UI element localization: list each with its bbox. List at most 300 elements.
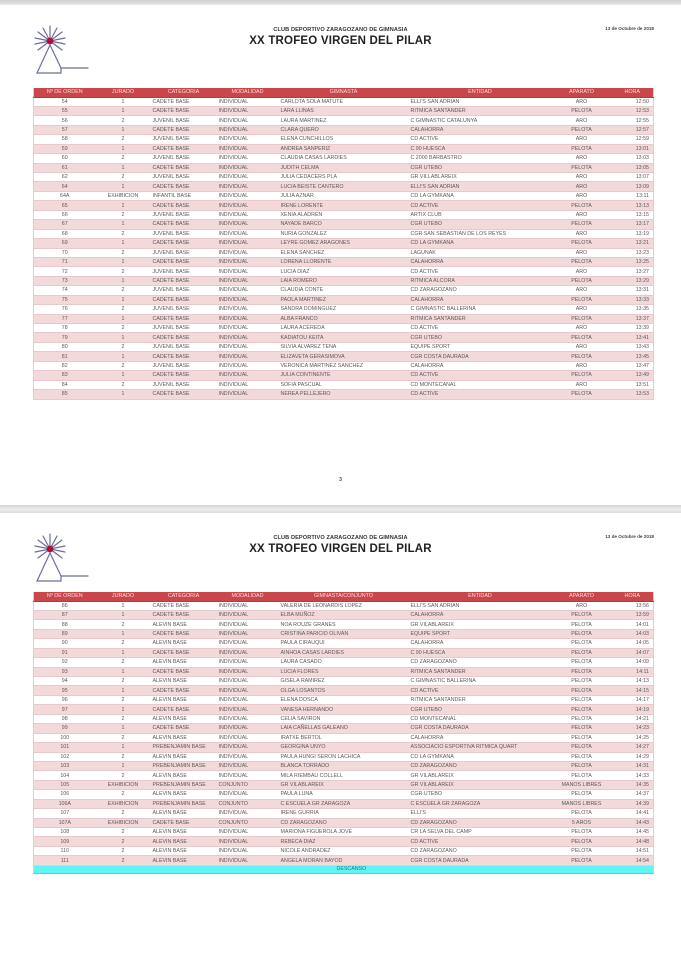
table-row xyxy=(34,601,654,610)
category-cell: ALEVIN BASE xyxy=(151,752,217,761)
apparatus-cell: PELOTA xyxy=(552,629,612,638)
category-cell: ALEVIN BASE xyxy=(151,771,217,780)
entity-cell: CD MONTECANAL xyxy=(409,714,552,723)
modality-cell: INDIVIDUAL xyxy=(217,639,279,648)
col-header-gymnast-group: GIMNASTA/CONJUNTO xyxy=(279,592,409,601)
order-cell: 55 xyxy=(34,106,96,115)
category-cell: JUVENIL BASE xyxy=(151,248,217,257)
gymnast-cell: LAIA CAÑELLAS GALEANO xyxy=(279,724,409,733)
modality-cell: INDIVIDUAL xyxy=(217,97,279,106)
time-cell: 14:21 xyxy=(612,714,654,723)
time-cell: 13:33 xyxy=(612,295,654,304)
time-cell: 13:17 xyxy=(612,220,654,229)
category-cell: ALEVIN BASE xyxy=(151,733,217,742)
entity-cell: EQUIPE SPORT xyxy=(409,629,552,638)
entity-cell: CD ACTIVE xyxy=(409,686,552,695)
entity-cell: RITMICA SANTANDER xyxy=(409,106,552,115)
jury-cell: 1 xyxy=(96,352,151,361)
modality-cell: INDIVIDUAL xyxy=(217,658,279,667)
modality-cell: INDIVIDUAL xyxy=(217,210,279,219)
order-cell: 93 xyxy=(34,667,96,676)
time-cell: 14:09 xyxy=(612,658,654,667)
col-header-entity: ENTIDAD xyxy=(409,88,552,97)
table-row xyxy=(34,257,654,266)
category-cell: CADETE BASE xyxy=(151,182,217,191)
time-cell: 13:37 xyxy=(612,314,654,323)
category-cell: JUVENIL BASE xyxy=(151,154,217,163)
gymnast-cell: VERONICA MARTINEZ SANCHEZ xyxy=(279,361,409,370)
jury-cell: 1 xyxy=(96,743,151,752)
table-row xyxy=(34,695,654,704)
jury-cell: EXHIBICION xyxy=(96,799,151,808)
schedule-table-page-2 xyxy=(33,592,654,874)
category-cell: CADETE BASE xyxy=(151,314,217,323)
modality-cell: INDIVIDUAL xyxy=(217,809,279,818)
gymnast-cell: ELENA CUNCHILLOS xyxy=(279,135,409,144)
entity-cell: EQUIPE SPORT xyxy=(409,342,552,351)
jury-cell: 2 xyxy=(96,837,151,846)
entity-cell: GR VILLABLAREIX xyxy=(409,173,552,182)
apparatus-cell: PELOTA xyxy=(552,220,612,229)
modality-cell: INDIVIDUAL xyxy=(217,724,279,733)
category-cell: INFANTIL BASE xyxy=(151,191,217,200)
time-cell: 13:35 xyxy=(612,305,654,314)
time-cell: 14:25 xyxy=(612,733,654,742)
order-cell: 64A xyxy=(34,191,96,200)
apparatus-cell: ARO xyxy=(552,248,612,257)
table-row xyxy=(34,733,654,742)
time-cell: 13:27 xyxy=(612,267,654,276)
apparatus-cell: PELOTA xyxy=(552,761,612,770)
gymnast-cell: ELIZAVETA GERASIMOVA xyxy=(279,352,409,361)
time-cell: 14:35 xyxy=(612,780,654,789)
time-cell: 13:25 xyxy=(612,257,654,266)
entity-cell: CALAHORRA xyxy=(409,125,552,134)
order-cell: 59 xyxy=(34,144,96,153)
time-cell: 13:13 xyxy=(612,201,654,210)
order-cell: 65 xyxy=(34,201,96,210)
jury-cell: 2 xyxy=(96,361,151,370)
apparatus-cell: PELOTA xyxy=(552,856,612,865)
modality-cell: INDIVIDUAL xyxy=(217,371,279,380)
apparatus-cell: ARO xyxy=(552,191,612,200)
apparatus-cell: PELOTA xyxy=(552,639,612,648)
time-cell: 13:56 xyxy=(612,601,654,610)
category-cell: ALEVIN BASE xyxy=(151,846,217,855)
gymnast-cell: AINHOA CASAS LARDIES xyxy=(279,648,409,657)
table-row xyxy=(34,371,654,380)
break-label: DESCANSO xyxy=(279,865,654,873)
order-cell: 90 xyxy=(34,639,96,648)
gymnast-cell: PAULA CIRAUQUI xyxy=(279,639,409,648)
entity-cell: CD ACTIVE xyxy=(409,390,552,399)
category-cell: ALEVIN BASE xyxy=(151,837,217,846)
entity-cell: CGR UTEBO xyxy=(409,705,552,714)
table-row xyxy=(34,239,654,248)
apparatus-cell: PELOTA xyxy=(552,724,612,733)
apparatus-cell: PELOTA xyxy=(552,106,612,115)
gymnast-cell: JULIA AZNAR xyxy=(279,191,409,200)
table-row xyxy=(34,799,654,808)
entity-cell: CD ACTIVE xyxy=(409,837,552,846)
gymnast-cell: NICOLE ANDRADEZ xyxy=(279,846,409,855)
time-cell: 13:49 xyxy=(612,371,654,380)
category-cell: ALEVIN BASE xyxy=(151,856,217,865)
apparatus-cell: MANOS LIBRES xyxy=(552,799,612,808)
document-page-2 xyxy=(0,513,681,959)
category-cell: PREBENJAMIN BASE xyxy=(151,799,217,808)
apparatus-cell: MANOS LIBRES xyxy=(552,780,612,789)
modality-cell: INDIVIDUAL xyxy=(217,295,279,304)
apparatus-cell: 5 AROS xyxy=(552,818,612,827)
jury-cell: 2 xyxy=(96,828,151,837)
modality-cell: INDIVIDUAL xyxy=(217,714,279,723)
modality-cell: INDIVIDUAL xyxy=(217,686,279,695)
category-cell: JUVENIL BASE xyxy=(151,361,217,370)
gymnast-cell: ELENA SANCHEZ xyxy=(279,248,409,257)
entity-cell: RITMICA SANTANDER xyxy=(409,667,552,676)
apparatus-cell: PELOTA xyxy=(552,837,612,846)
category-cell: JUVENIL BASE xyxy=(151,173,217,182)
category-cell: CADETE BASE xyxy=(151,125,217,134)
modality-cell: INDIVIDUAL xyxy=(217,135,279,144)
category-cell: CADETE BASE xyxy=(151,97,217,106)
col-header-apparatus: APARATO xyxy=(552,592,612,601)
jury-cell: 1 xyxy=(96,182,151,191)
modality-cell: INDIVIDUAL xyxy=(217,191,279,200)
entity-cell: CALAHORRA xyxy=(409,610,552,619)
jury-cell: 2 xyxy=(96,135,151,144)
apparatus-cell: ARO xyxy=(552,210,612,219)
document-page-1 xyxy=(0,5,681,505)
modality-cell: INDIVIDUAL xyxy=(217,771,279,780)
time-cell: 13:03 xyxy=(612,154,654,163)
table-row xyxy=(34,163,654,172)
time-cell: 14:17 xyxy=(612,695,654,704)
table-row xyxy=(34,837,654,846)
category-cell: CADETE BASE xyxy=(151,163,217,172)
table-row xyxy=(34,658,654,667)
event-title: XX TROFEO VIRGEN DEL PILAR xyxy=(249,543,432,555)
jury-cell: 1 xyxy=(96,125,151,134)
order-cell: 98 xyxy=(34,714,96,723)
apparatus-cell: PELOTA xyxy=(552,295,612,304)
time-cell: 13:15 xyxy=(612,210,654,219)
apparatus-cell: ARO xyxy=(552,601,612,610)
gymnast-cell: NURIA GONZALEZ xyxy=(279,229,409,238)
category-cell: CADETE BASE xyxy=(151,239,217,248)
time-cell: 12:55 xyxy=(612,116,654,125)
entity-cell: CD ACTIVE xyxy=(409,267,552,276)
order-cell: 96 xyxy=(34,695,96,704)
order-cell: 74 xyxy=(34,286,96,295)
table-row xyxy=(34,342,654,351)
table-row xyxy=(34,97,654,106)
category-cell: PREBENJAMIN BASE xyxy=(151,743,217,752)
entity-cell: ASSOCIACIO ESPORTIVA RITMICA QUART xyxy=(409,743,552,752)
time-cell: 13:23 xyxy=(612,248,654,257)
apparatus-cell: PELOTA xyxy=(552,686,612,695)
category-cell: CADETE BASE xyxy=(151,610,217,619)
break-row xyxy=(34,865,654,873)
col-header-order: Nº DE ORDEN xyxy=(34,592,96,601)
time-cell: 14:39 xyxy=(612,799,654,808)
jury-cell: 1 xyxy=(96,239,151,248)
jury-cell: 2 xyxy=(96,248,151,257)
jury-cell: 1 xyxy=(96,610,151,619)
order-cell: 58 xyxy=(34,135,96,144)
jury-cell: 1 xyxy=(96,295,151,304)
order-cell: 88 xyxy=(34,620,96,629)
gymnast-cell: GEORGINA UNYO xyxy=(279,743,409,752)
order-cell: 73 xyxy=(34,276,96,285)
jury-cell: 2 xyxy=(96,639,151,648)
table-row xyxy=(34,361,654,370)
jury-cell: 1 xyxy=(96,106,151,115)
gymnast-cell: LARA LLINAS xyxy=(279,106,409,115)
entity-cell: CALAHORRA xyxy=(409,733,552,742)
order-cell: 111 xyxy=(34,856,96,865)
modality-cell: INDIVIDUAL xyxy=(217,610,279,619)
entity-cell: CD ACTIVE xyxy=(409,135,552,144)
apparatus-cell: PELOTA xyxy=(552,257,612,266)
apparatus-cell: PELOTA xyxy=(552,276,612,285)
jury-cell: EXHIBICION xyxy=(96,818,151,827)
jury-cell: 1 xyxy=(96,163,151,172)
apparatus-cell: PELOTA xyxy=(552,163,612,172)
gymnast-cell: KADIATOU KEITA xyxy=(279,333,409,342)
col-header-order: Nº DE ORDEN xyxy=(34,88,96,97)
apparatus-cell: PELOTA xyxy=(552,352,612,361)
gymnast-cell: VANESA HERNANDO xyxy=(279,705,409,714)
order-cell: 64 xyxy=(34,182,96,191)
category-cell: ALEVIN BASE xyxy=(151,677,217,686)
table-row xyxy=(34,667,654,676)
time-cell: 14:03 xyxy=(612,629,654,638)
category-cell: CADETE BASE xyxy=(151,705,217,714)
table-row xyxy=(34,116,654,125)
category-cell: JUVENIL BASE xyxy=(151,210,217,219)
entity-cell: C GIMNASTIC BALLERINA xyxy=(409,305,552,314)
apparatus-cell: PELOTA xyxy=(552,201,612,210)
table-row xyxy=(34,620,654,629)
gymnast-cell: CELIA SAVIRON xyxy=(279,714,409,723)
time-cell: 14:48 xyxy=(612,837,654,846)
order-cell: 57 xyxy=(34,125,96,134)
entity-cell: CD ZARAGOZANO xyxy=(409,818,552,827)
table-row xyxy=(34,761,654,770)
col-header-modality: MODALIDAD xyxy=(217,88,279,97)
apparatus-cell: PELOTA xyxy=(552,705,612,714)
col-header-modality: MODALIDAD xyxy=(217,592,279,601)
jury-cell: 2 xyxy=(96,342,151,351)
apparatus-cell: PELOTA xyxy=(552,239,612,248)
table-row xyxy=(34,191,654,200)
time-cell: 13:05 xyxy=(612,163,654,172)
category-cell: PREBENJAMIN BASE xyxy=(151,761,217,770)
modality-cell: INDIVIDUAL xyxy=(217,144,279,153)
order-cell: 99 xyxy=(34,724,96,733)
order-cell: 77 xyxy=(34,314,96,323)
order-cell: 87 xyxy=(34,610,96,619)
order-cell: 108 xyxy=(34,828,96,837)
jury-cell: 2 xyxy=(96,677,151,686)
time-cell: 12:53 xyxy=(612,106,654,115)
time-cell: 12:59 xyxy=(612,135,654,144)
gymnast-cell: ANDREA SANPERIZ xyxy=(279,144,409,153)
table-header xyxy=(34,88,654,97)
time-cell: 13:51 xyxy=(612,380,654,389)
table-row xyxy=(34,743,654,752)
apparatus-cell: PELOTA xyxy=(552,714,612,723)
entity-cell: CALAHORRA xyxy=(409,361,552,370)
entity-cell: RITMICA SANTANDER xyxy=(409,695,552,704)
modality-cell: INDIVIDUAL xyxy=(217,846,279,855)
table-row xyxy=(34,106,654,115)
apparatus-cell: ARO xyxy=(552,305,612,314)
entity-cell: GR VILABLAREIX xyxy=(409,780,552,789)
order-cell: 54 xyxy=(34,97,96,106)
order-cell: 105 xyxy=(34,780,96,789)
order-cell: 104 xyxy=(34,771,96,780)
category-cell: CADETE BASE xyxy=(151,686,217,695)
time-cell: 12:57 xyxy=(612,125,654,134)
table-row xyxy=(34,201,654,210)
modality-cell: INDIVIDUAL xyxy=(217,173,279,182)
gymnast-cell: LORENA LLORENTE xyxy=(279,257,409,266)
gymnast-cell: JUDITH CELMA xyxy=(279,163,409,172)
apparatus-cell: ARO xyxy=(552,286,612,295)
order-cell: 94 xyxy=(34,677,96,686)
gymnast-cell: LEYRE GOMEZ ARAGONES xyxy=(279,239,409,248)
modality-cell: INDIVIDUAL xyxy=(217,286,279,295)
jury-cell: 1 xyxy=(96,601,151,610)
order-cell: 83 xyxy=(34,371,96,380)
apparatus-cell: PELOTA xyxy=(552,333,612,342)
modality-cell: INDIVIDUAL xyxy=(217,695,279,704)
entity-cell: CD ZARAGOZANO xyxy=(409,658,552,667)
table-header xyxy=(34,592,654,601)
apparatus-cell: PELOTA xyxy=(552,790,612,799)
jury-cell: 2 xyxy=(96,324,151,333)
entity-cell: CGR UTEBO xyxy=(409,163,552,172)
jury-cell: 1 xyxy=(96,705,151,714)
gymnast-cell: BLANCA TORRADO xyxy=(279,761,409,770)
modality-cell: INDIVIDUAL xyxy=(217,677,279,686)
modality-cell: INDIVIDUAL xyxy=(217,276,279,285)
apparatus-cell: PELOTA xyxy=(552,648,612,657)
category-cell: ALEVIN BASE xyxy=(151,658,217,667)
order-cell: 82 xyxy=(34,361,96,370)
page-separator xyxy=(0,505,681,513)
order-cell: 106 xyxy=(34,790,96,799)
time-cell: 13:09 xyxy=(612,182,654,191)
table-row xyxy=(34,276,654,285)
order-cell: 107A xyxy=(34,818,96,827)
modality-cell: INDIVIDUAL xyxy=(217,324,279,333)
category-cell: ALEVIN BASE xyxy=(151,695,217,704)
category-cell: JUVENIL BASE xyxy=(151,135,217,144)
entity-cell: GR VILABLAREIX xyxy=(409,771,552,780)
table-row xyxy=(34,780,654,789)
time-cell: 13:45 xyxy=(612,352,654,361)
jury-cell: 1 xyxy=(96,667,151,676)
category-cell: CADETE BASE xyxy=(151,601,217,610)
category-cell: JUVENIL BASE xyxy=(151,324,217,333)
table-row xyxy=(34,752,654,761)
table-row xyxy=(34,267,654,276)
jury-cell: 1 xyxy=(96,333,151,342)
modality-cell: INDIVIDUAL xyxy=(217,182,279,191)
modality-cell: INDIVIDUAL xyxy=(217,667,279,676)
category-cell: JUVENIL BASE xyxy=(151,116,217,125)
modality-cell: CONJUNTO xyxy=(217,799,279,808)
modality-cell: INDIVIDUAL xyxy=(217,761,279,770)
gymnast-cell: PAOLA MARTINEZ xyxy=(279,295,409,304)
gymnast-cell: MILA RIEMBAU COLLELL xyxy=(279,771,409,780)
category-cell: ALEVIN BASE xyxy=(151,790,217,799)
modality-cell: INDIVIDUAL xyxy=(217,629,279,638)
apparatus-cell: PELOTA xyxy=(552,314,612,323)
gymnast-cell: LUCIA FLORES xyxy=(279,667,409,676)
gymnast-cell: ELENA DOSCA xyxy=(279,695,409,704)
gymnast-cell: ELBA MUÑOZ xyxy=(279,610,409,619)
table-row xyxy=(34,286,654,295)
entity-cell: ELLI'S SAN ADRIAN xyxy=(409,182,552,191)
category-cell: CADETE BASE xyxy=(151,257,217,266)
table-row xyxy=(34,135,654,144)
modality-cell: INDIVIDUAL xyxy=(217,248,279,257)
modality-cell: INDIVIDUAL xyxy=(217,314,279,323)
entity-cell: CR LA SELVA DEL CAMP xyxy=(409,828,552,837)
order-cell: 101 xyxy=(34,743,96,752)
page-number: 3 xyxy=(339,477,342,483)
col-header-jury: JURADO xyxy=(96,592,151,601)
time-cell: 14:54 xyxy=(612,856,654,865)
table-row xyxy=(34,248,654,257)
category-cell: CADETE BASE xyxy=(151,629,217,638)
gymnast-cell: NEREA PELLEJERO xyxy=(279,390,409,399)
jury-cell: 1 xyxy=(96,201,151,210)
col-header-category: CATEGORIA xyxy=(151,88,217,97)
category-cell: CADETE BASE xyxy=(151,201,217,210)
table-row xyxy=(34,790,654,799)
order-cell: 107 xyxy=(34,809,96,818)
gymnast-cell: IRENE GURRIA xyxy=(279,809,409,818)
time-cell: 14:45 xyxy=(612,828,654,837)
order-cell: 80 xyxy=(34,342,96,351)
jury-cell: 2 xyxy=(96,267,151,276)
jury-cell: 1 xyxy=(96,144,151,153)
entity-cell: C GIMNASTIC CATALUNYA xyxy=(409,116,552,125)
time-cell: 13:41 xyxy=(612,333,654,342)
entity-cell: CGR COSTA DAURADA xyxy=(409,352,552,361)
modality-cell: INDIVIDUAL xyxy=(217,828,279,837)
jury-cell: 2 xyxy=(96,286,151,295)
apparatus-cell: ARO xyxy=(552,182,612,191)
order-cell: 66 xyxy=(34,210,96,219)
gymnast-cell: LAURA ACEREDA xyxy=(279,324,409,333)
entity-cell: ARTIX CLUB xyxy=(409,210,552,219)
entity-cell: CGR UTEBO xyxy=(409,790,552,799)
gymnast-cell: LAURA MARTINEZ xyxy=(279,116,409,125)
jury-cell: EXHIBICION xyxy=(96,780,151,789)
jury-cell: 2 xyxy=(96,229,151,238)
jury-cell: 1 xyxy=(96,390,151,399)
gymnast-cell: NOA ROUZE GRANES xyxy=(279,620,409,629)
category-cell: PREBENJAMIN BASE xyxy=(151,780,217,789)
category-cell: JUVENIL BASE xyxy=(151,305,217,314)
